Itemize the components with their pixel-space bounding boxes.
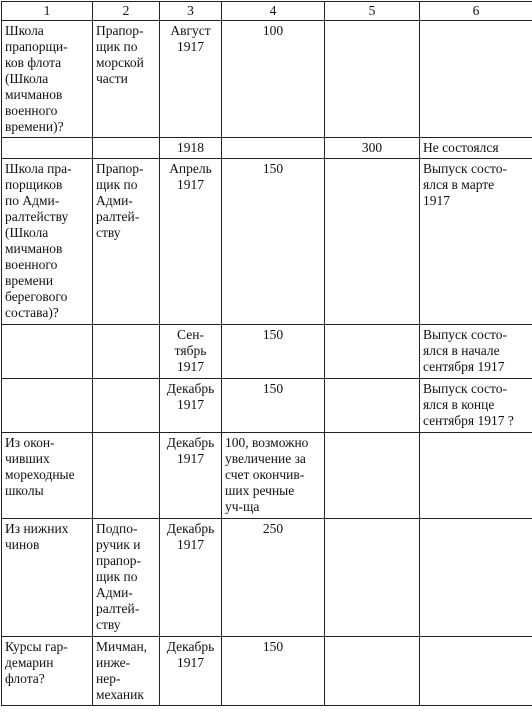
count-cell: 100 <box>222 21 325 138</box>
note-cell <box>420 433 532 519</box>
school-name-cell: Школа пра- порщиков по Адми- ралтейству (Школа мичманов военного времени берегового состава)? <box>2 159 93 325</box>
school-name-cell: Из нижних чинов <box>2 519 93 637</box>
count-cell: 150 <box>222 637 325 706</box>
school-name-cell: Из окон- чивших мореходные школы <box>2 433 93 519</box>
count-2-cell <box>325 159 420 325</box>
date-cell: Сен- тябрь 1917 <box>160 325 222 379</box>
table-row <box>2 21 532 138</box>
table-row <box>2 325 532 379</box>
count-cell: 150 <box>222 379 325 433</box>
rank-cell: Прапор- щик по морской части <box>93 21 160 138</box>
school-name-cell <box>2 138 93 159</box>
school-name-cell <box>2 379 93 433</box>
table-row <box>2 379 532 433</box>
table-row <box>2 637 532 706</box>
school-name-cell: Школа прапорщи- ков флота (Школа мичманов военного времени)? <box>2 21 93 138</box>
count-2-cell <box>325 433 420 519</box>
table-row <box>2 433 532 519</box>
date-cell: Декабрь 1917 <box>160 519 222 637</box>
rank-cell <box>93 138 160 159</box>
column-header-4: 4 <box>222 2 325 21</box>
rank-cell: Мичман, инже- нер- механик <box>93 637 160 706</box>
date-cell: Апрель 1917 <box>160 159 222 325</box>
count-cell <box>222 138 325 159</box>
count-2-cell <box>325 637 420 706</box>
header-row <box>2 2 532 21</box>
note-cell <box>420 637 532 706</box>
school-name-cell <box>2 325 93 379</box>
table-row <box>2 138 532 159</box>
count-2-cell <box>325 519 420 637</box>
column-header-3: 3 <box>160 2 222 21</box>
count-2-cell <box>325 325 420 379</box>
note-cell: Не состоялся <box>420 138 532 159</box>
note-cell <box>420 21 532 138</box>
rank-cell <box>93 325 160 379</box>
count-2-cell <box>325 379 420 433</box>
count-cell: 150 <box>222 325 325 379</box>
count-cell: 250 <box>222 519 325 637</box>
note-cell <box>420 519 532 637</box>
count-cell: 100, возможно увеличение за счет окончив- ших речные уч-ща <box>222 433 325 519</box>
column-header-5: 5 <box>325 2 420 21</box>
column-header-1: 1 <box>2 2 93 21</box>
count-2-cell <box>325 21 420 138</box>
date-cell: Август 1917 <box>160 21 222 138</box>
date-cell: 1918 <box>160 138 222 159</box>
date-cell: Декабрь 1917 <box>160 637 222 706</box>
school-name-cell: Курсы гар- демарин флота? <box>2 637 93 706</box>
column-header-2: 2 <box>93 2 160 21</box>
date-cell: Декабрь 1917 <box>160 433 222 519</box>
note-cell: Выпуск состо- ялся в начале сентября 1917 <box>420 325 532 379</box>
note-cell: Выпуск состо- ялся в конце сентября 1917 ? <box>420 379 532 433</box>
rank-cell <box>93 379 160 433</box>
rank-cell: Прапор- щик по Адми- ралтей- ству <box>93 159 160 325</box>
schools-table <box>1 1 532 706</box>
note-cell: Выпуск состо- ялся в марте 1917 <box>420 159 532 325</box>
count-cell: 150 <box>222 159 325 325</box>
rank-cell: Подпо- ручик и прапор- щик по Адми- ралтей- ству <box>93 519 160 637</box>
date-cell: Декабрь 1917 <box>160 379 222 433</box>
table-row <box>2 159 532 325</box>
count-2-cell: 300 <box>325 138 420 159</box>
rank-cell <box>93 433 160 519</box>
table-row <box>2 519 532 637</box>
column-header-6: 6 <box>420 2 532 21</box>
